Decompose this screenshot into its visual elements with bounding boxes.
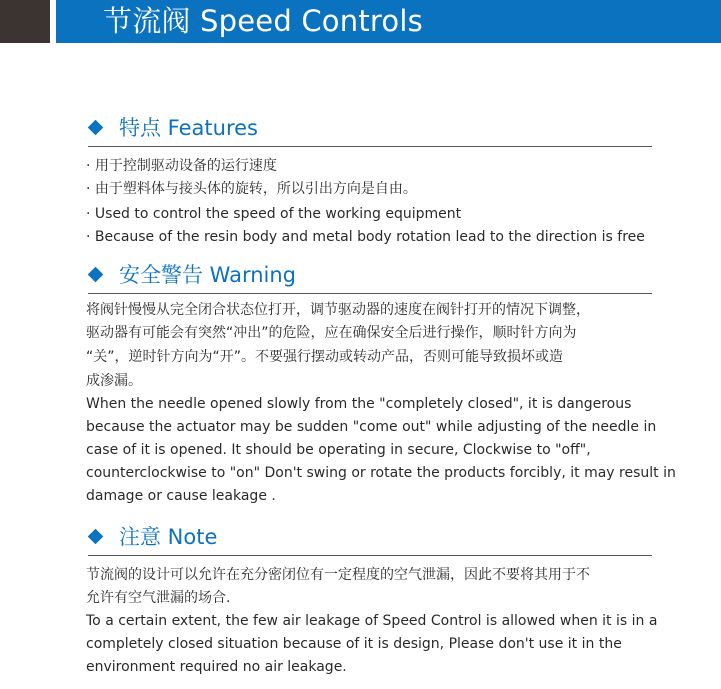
warning-line: counterclockwise to "on" Don't swing or rotate the products forcibly, it may result in [86,465,676,481]
note-line: To a certain extent, the few air leakage of Speed Control is allowed when it is in a [86,613,658,629]
warning-line: because the actuator may be sudden "come out" while adjusting of the needle in [86,419,657,435]
diamond-bullet-icon [88,529,104,545]
note-line: completely closed situation because of it is design, Please don't use it in the [86,636,622,652]
warning-line: 将阀针慢慢从完全闭合状态位打开，调节驱动器的速度在阀针打开的情况下调整， [86,302,590,318]
warning-line: case of it is opened. It should be operating in secure, Clockwise to "off", [86,442,591,458]
warning-line: When the needle opened slowly from the "completely closed", it is dangerous [86,396,632,412]
note-heading [88,523,652,556]
diamond-bullet-icon [88,120,104,136]
warning-line: 驱动器有可能会有突然“冲出”的危险，应在确保安全后进行操作，顺时针方向为 [86,325,577,341]
feature-bullet: · Used to control the speed of the working equipment [86,206,462,222]
warning-heading [88,261,652,294]
warning-title: 安全警告 Warning [119,263,297,287]
note-line: 允许有空气泄漏的场合. [86,590,231,606]
feature-bullet: · Because of the resin body and metal body rotation lead to the direction is free [86,229,645,245]
page-title: 节流阀 Speed Controls [103,4,423,38]
features-title: 特点 Features [119,116,258,140]
note-line: 节流阀的设计可以允许在充分密闭位有一定程度的空气泄漏，因此不要将其用于不 [86,567,590,583]
feature-bullet: · 用于控制驱动设备的运行速度 [86,158,277,174]
page-header [0,0,721,43]
diamond-bullet-icon [88,267,104,283]
note-line: environment required no air leakage. [86,659,347,675]
feature-bullet: · 由于塑料体与接头体的旋转，所以引出方向是自由。 [86,181,417,197]
header-dark-block [0,0,50,43]
warning-line: damage or cause leakage . [86,488,276,504]
warning-line: 成渗漏。 [86,373,142,389]
warning-line: “关”，逆时针方向为“开”。不要强行摆动或转动产品，否则可能导致损坏或造 [86,349,564,365]
features-heading [88,114,652,147]
note-title: 注意 Note [119,525,218,549]
